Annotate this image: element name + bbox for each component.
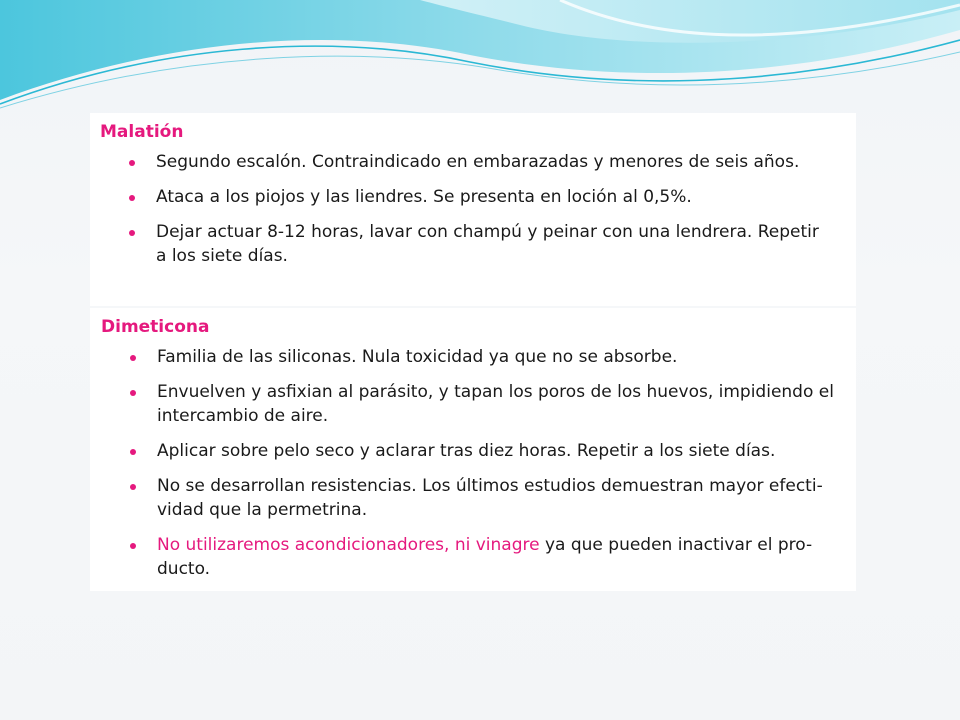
list-item: No se desarrollan resistencias. Los últimos estudios demuestran mayor efecti-vidad que la permetrina. [101,474,842,522]
list-item: Envuelven y asfixian al parásito, y tapan los poros de los huevos, impidiendo el intercambio de aire. [101,380,842,428]
section-title: Dimeticona [101,317,210,337]
bullet-icon [129,160,135,166]
bullet-icon [130,390,136,396]
list-item [101,533,842,581]
bullet-icon [129,195,135,201]
bullet-icon [130,543,136,549]
bullet-icon [130,449,136,455]
list-item: Segundo escalón. Contraindicado en embarazadas y menores de seis años. [100,150,842,174]
item-text: ya que pueden inactivar el pro-ducto. [157,535,813,579]
highlighted-text: No utilizaremos acondicionadores, ni vinagre [157,535,540,555]
list-item: Ataca a los piojos y las liendres. Se presenta en loción al 0,5%. [100,185,842,209]
list-item: Dejar actuar 8-12 horas, lavar con champú y peinar con una lendrera. Repetir a los siete días. [100,220,842,268]
section-title: Malatión [100,122,184,142]
bullet-icon [129,230,135,236]
bullet-list [100,150,842,268]
list-item: Familia de las siliconas. Nula toxicidad ya que no se absorbe. [101,345,842,369]
bullet-icon [130,484,136,490]
decorative-wave-header [0,0,960,120]
section-panel-malation [90,113,856,306]
list-item: Aplicar sobre pelo seco y aclarar tras diez horas. Repetir a los siete días. [101,439,842,463]
section-panel-dimeticona [90,308,856,591]
bullet-list [101,345,842,581]
bullet-icon [130,355,136,361]
